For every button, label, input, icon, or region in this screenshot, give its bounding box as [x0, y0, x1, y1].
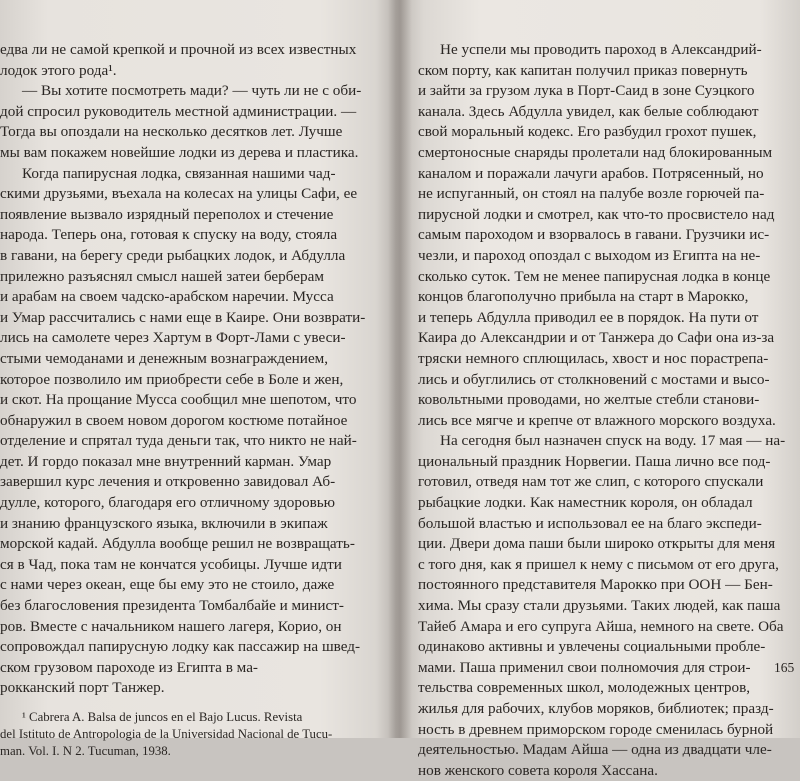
- text-line: без благословения президента Томбалбайе и минист-: [0, 597, 344, 615]
- book-gutter: [388, 0, 412, 738]
- text-line: постоянного представителя Марокко при ООН — Бен-: [418, 576, 773, 594]
- text-line: обнаружил в своем новом дорогом костюме потайное: [0, 411, 348, 429]
- text-line: ся в Чад, пока там не кончатся усобицы. Лучше идти: [0, 555, 342, 573]
- text-line: хима. Мы сразу стали друзьями. Таких людей, как паша: [418, 597, 781, 615]
- text-line: дой спросил руководитель местной администрации. —: [0, 102, 357, 120]
- text-line: и Умар рассчитались с нами еще в Каире. Они возврати-: [0, 308, 366, 326]
- footnote-line: man. Vol. I. N 2. Tucuman, 1938.: [0, 744, 171, 759]
- text-line: ском грузовом пароходе из Египта в ма-: [0, 658, 258, 676]
- text-line: и скот. На прощание Мусса сообщил мне шепотом, что: [0, 391, 357, 409]
- text-line: и зайти за грузом лука в Порт-Саид в зоне Суэцкого: [418, 82, 755, 100]
- text-line: прилежно разъяснял смысл нашей затеи берберам: [0, 267, 324, 285]
- text-line: морской кадай. Абдулла вообще решил не возвращать-: [0, 535, 355, 553]
- text-line: большой властью и использовал ее на благо экспеди-: [418, 514, 762, 532]
- text-line: лись все мягче и крепче от влажного морского воздуха.: [418, 411, 776, 429]
- text-line: свой моральный кодекс. Его разбудил грохот пушек,: [418, 123, 757, 141]
- text-line: которое позволило им приобрести себе в Боле и жен,: [0, 370, 344, 388]
- text-line: концов благополучно прибыла на старт в Марокко,: [418, 288, 749, 306]
- text-line: одинаково активны и увлечены социальными пробле-: [418, 638, 766, 656]
- text-line: рыбацкие лодки. Как наместник короля, он обладал: [418, 494, 753, 512]
- text-line: народа. Теперь она, готовая к спуску на воду, стояла: [0, 226, 338, 244]
- text-line: каналом и поражали лачуги арабов. Потрясенный, но: [418, 164, 764, 182]
- footnote-line: ¹ Cabrera A. Balsa de juncos en el Bajo Lucus. Revista: [22, 710, 303, 724]
- text-line: канала. Здесь Абдулла увидел, как белые соблюдают: [418, 102, 759, 120]
- text-line: рокканский порт Танжер.: [0, 679, 165, 697]
- text-line: циональный праздник Норвегии. Паша лично все под-: [418, 452, 771, 470]
- text-line: ров. Вместе с начальником нашего лагеря, Корио, он: [0, 617, 342, 635]
- text-line: стыми чемоданами и денежным вознаграждением,: [0, 349, 329, 367]
- left-page: [0, 40, 366, 761]
- text-line: сопровождал папирусную лодку как пассажир на швед-: [0, 638, 361, 656]
- text-line: Тогда вы опоздали на несколько десятков лет. Лучше: [0, 123, 343, 141]
- text-line: и знанию французского языка, включили в экипаж: [0, 514, 328, 532]
- text-line: чезли, и пароход опоздал с выходом из Египта на не-: [418, 246, 761, 264]
- text-line: мы вам покажем новейшие лодки из дерева и пластика.: [0, 143, 359, 161]
- text-line: отделение и спрятал туда деньги так, что никто не най-: [0, 432, 357, 450]
- text-line: жилья для рабочих, клубов моряков, библиотек; празд-: [418, 700, 774, 717]
- footnote: [0, 709, 345, 761]
- text-line: Не успели мы проводить пароход в Александрий-: [440, 41, 762, 58]
- text-line: с того дня, как я пришел к нему с письмом от его друга,: [418, 555, 779, 573]
- text-line: сколько суток. Тем не менее папирусная лодка в конце: [418, 267, 771, 285]
- text-line: ковольтными проводами, но желтые стебли станови-: [418, 391, 760, 409]
- left-page-body: [0, 40, 366, 699]
- text-line: готовил, отведя нам тот же слип, с которого спускали: [418, 473, 764, 491]
- text-line: и арабам на своем чадско-арабском наречии. Мусса: [0, 288, 334, 306]
- text-line: ность в древнем приморском городе сменилась бурной: [418, 720, 774, 738]
- text-line: и теперь Абдулла приводил ее в порядок. На пути от: [418, 308, 759, 326]
- text-line: пирусной лодки и смотрел, как что-то просвистело над: [418, 205, 775, 223]
- text-line: Каира до Александрии и от Танжера до Сафи она из-за: [418, 329, 775, 347]
- footnote-line: del Istituto de Antropologia de la Universidad Nacional de Tucu-: [0, 727, 333, 742]
- text-line: лись и обуглились от столкновений с мостами и высо-: [418, 370, 770, 388]
- text-line: лодок этого рода¹.: [0, 61, 117, 79]
- text-line: нов женского совета короля Хассана.: [418, 761, 658, 779]
- text-line: скими друзьями, въехала на колесах на улицы Сафи, ее: [0, 185, 358, 203]
- page-number: 165: [774, 660, 795, 675]
- text-line: завершил курс лечения и откровенно завидовал Аб-: [0, 473, 336, 491]
- text-line: тельства современных школ, молодежных центров,: [418, 679, 751, 697]
- text-line: мами. Паша применил свои полномочия для строи-: [418, 658, 751, 676]
- text-line: Тайеб Амара и его супруга Айша, немного на свете. Оба: [418, 617, 784, 635]
- text-line: не испуганный, он стоял на палубе возле горючей па-: [418, 185, 765, 203]
- text-line: дет. И гордо показал мне внутренний карман. Умар: [0, 452, 332, 470]
- text-line: — Вы хотите посмотреть мади? — чуть ли не с оби-: [22, 82, 362, 100]
- text-line: смертоносные снаряды пролетали над блокированным: [418, 143, 773, 161]
- text-line: Когда папирусная лодка, связанная нашими чад-: [22, 164, 336, 182]
- text-line: едва ли не самой крепкой и прочной из всех известных: [0, 41, 357, 58]
- text-line: с нами через океан, еще бы ему это не стоило, даже: [0, 576, 335, 594]
- text-line: деятельностью. Мадам Айша — одна из двадцати чле-: [418, 741, 772, 759]
- text-line: в гавани, на берегу среди рыбацких лодок, и Абдулла: [0, 246, 346, 264]
- text-line: На сегодня был назначен спуск на воду. 17 мая — на-: [440, 432, 786, 450]
- footnote-separator: [0, 699, 345, 709]
- text-line: ском порту, как капитан получил приказ повернуть: [418, 61, 748, 79]
- text-line: лись на самолете через Хартум в Форт-Лами с увеси-: [0, 329, 346, 347]
- text-line: самым пароходом и взорвалось в гавани. Грузчики ис-: [418, 226, 770, 244]
- text-line: дулле, которого, благодаря его отличному здоровью: [0, 494, 336, 512]
- text-line: тряски немного сплющилась, хвост и нос порастрепа-: [418, 349, 769, 367]
- text-line: появление вызвало изрядный переполох и стечение: [0, 205, 334, 223]
- text-line: ции. Двери дома паши были широко открыты для меня: [418, 535, 776, 553]
